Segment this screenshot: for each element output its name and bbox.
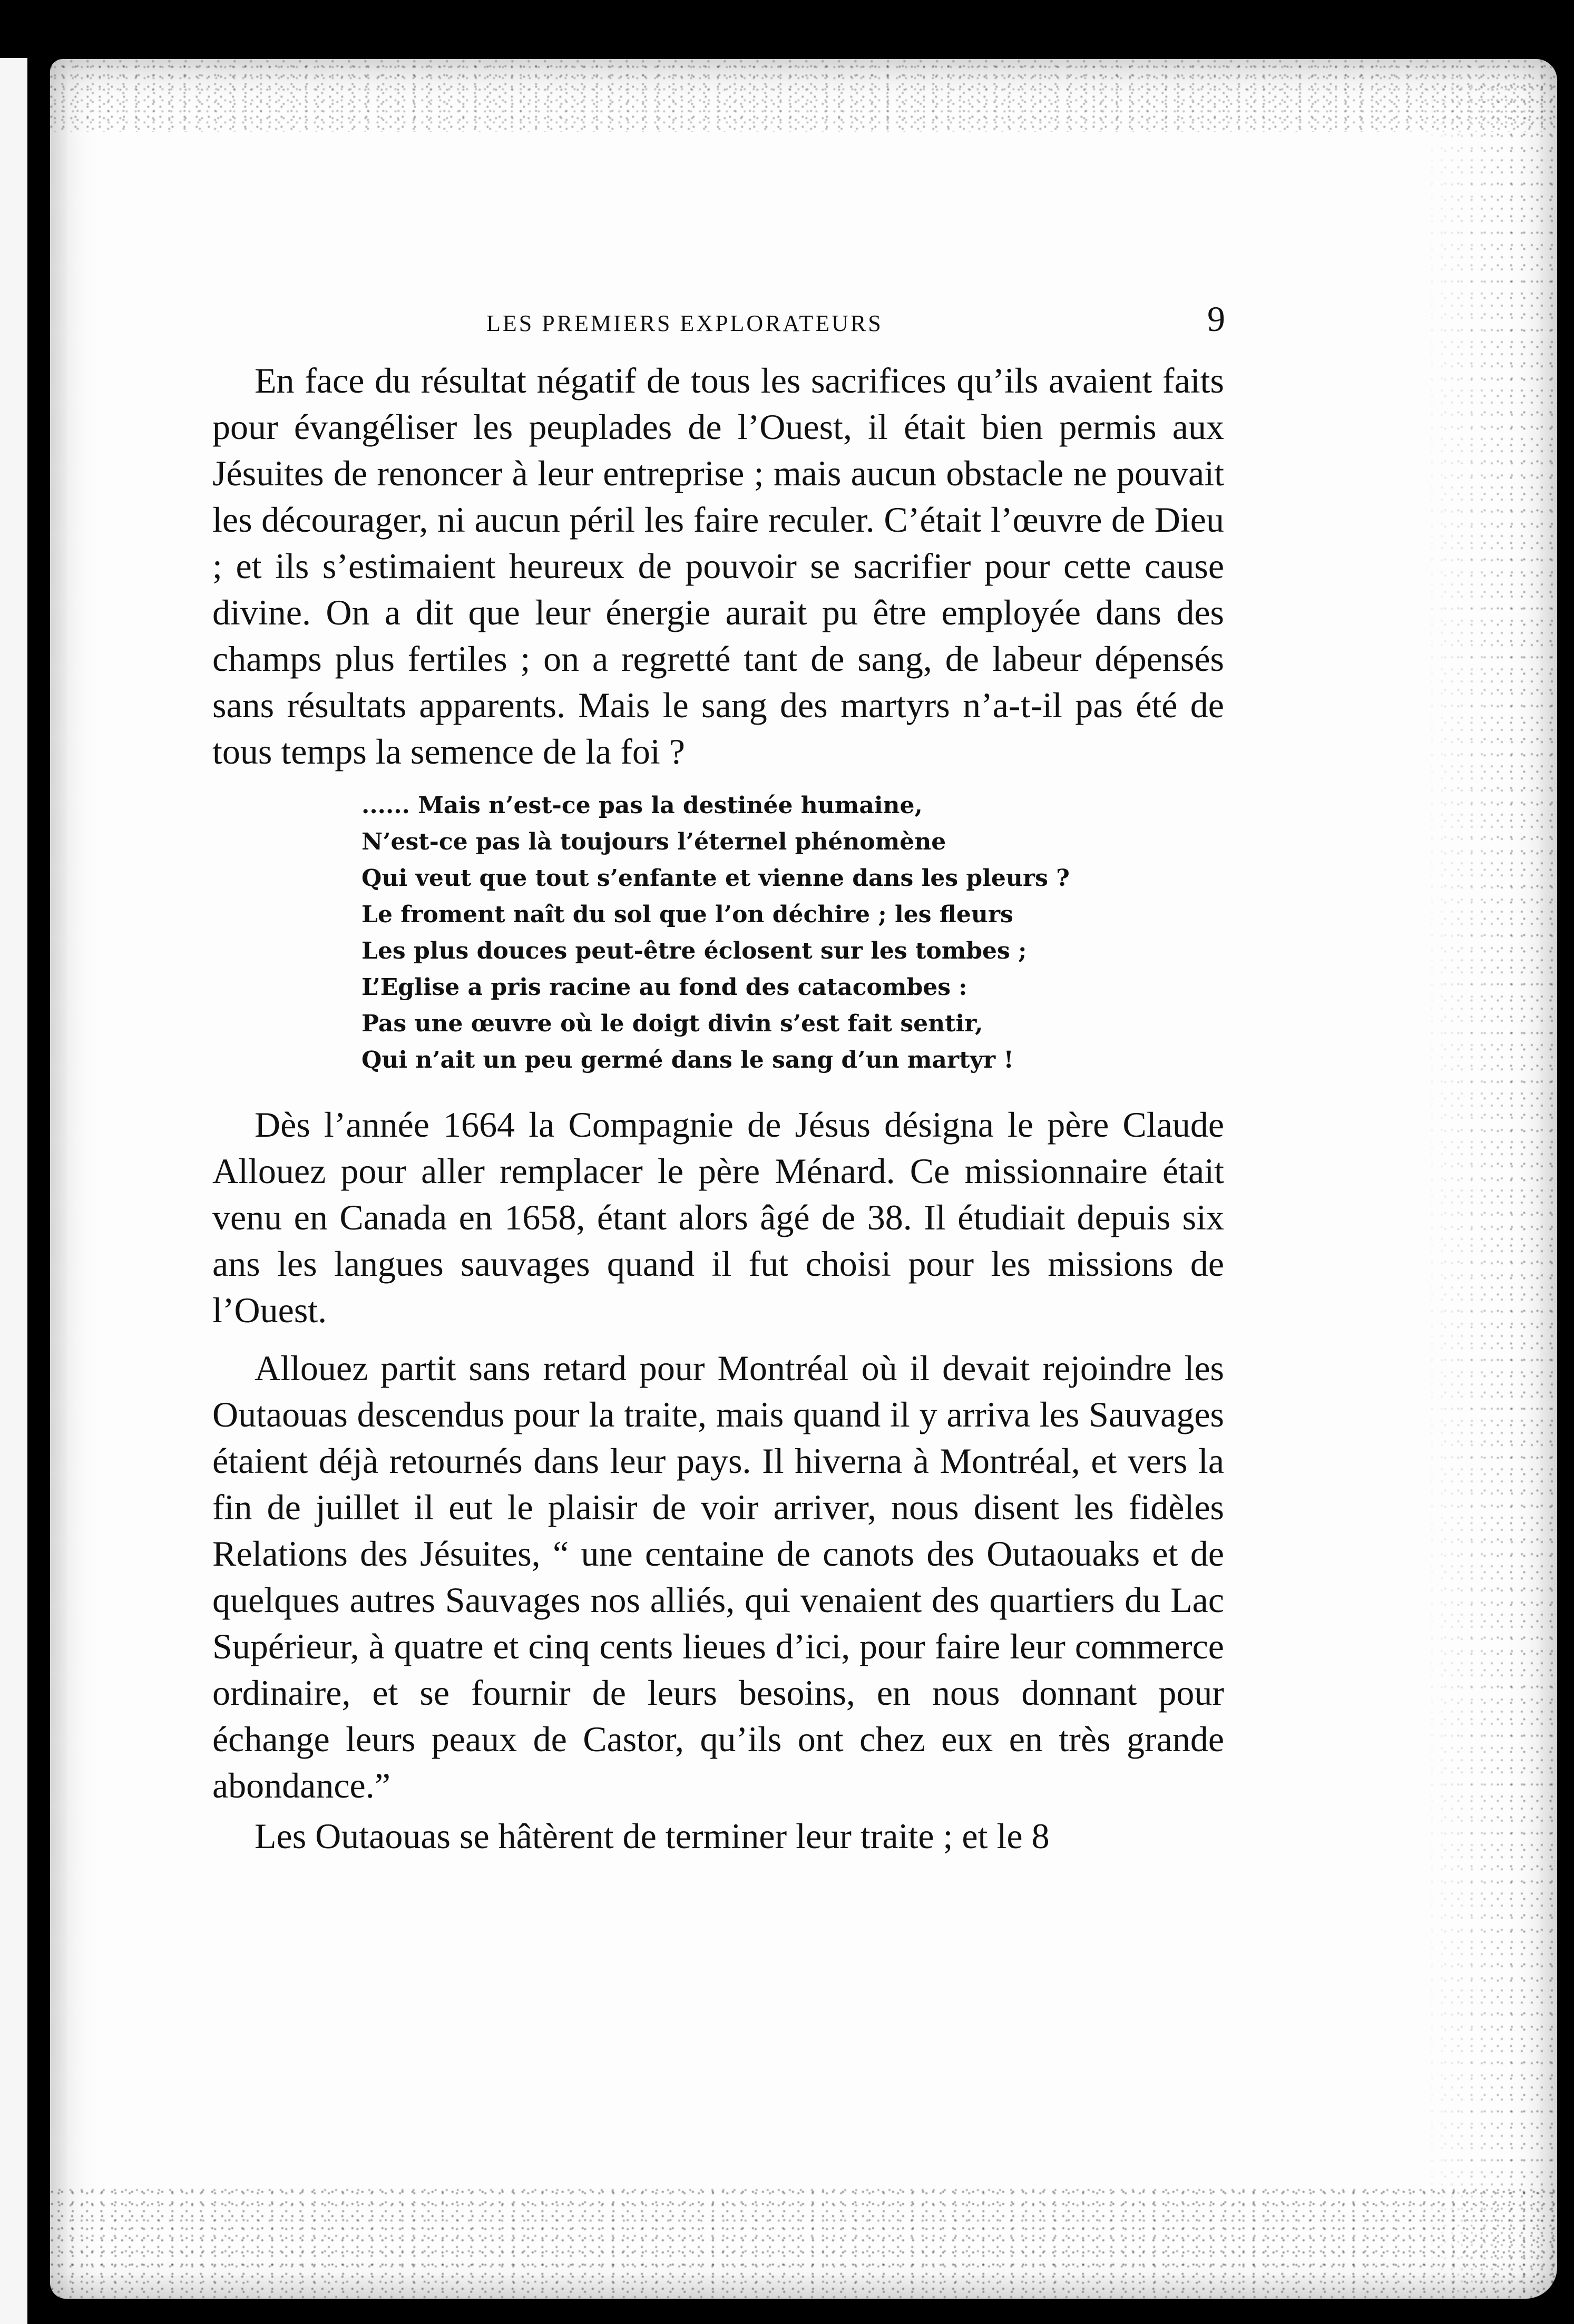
verse-line: Qui n’ait un peu germé dans le sang d’un martyr ! [361,1047,1014,1073]
verse-line: Le froment naît du sol que l’on déchire ; les fleurs [361,901,1013,928]
paragraph: Allouez partit sans retard pour Montréal où il devait rejoindre les Outaouas descendus pour la traite, mais quand il y arriva les Sauvages étaient déjà retournés dans leur pays. Il hiverna à Montréal, et vers la fin de juillet il eut le plaisir de voir arriver, nous disent les fidèles Relations des Jésuites, “ une centaine de canots des Outaouaks et de quelques autres Sauvages nos alliés, qui venaient des quartiers du Lac Supérieur, à quatre et cinq cents lieues d’ici, pour faire leur commerce ordinaire, et se fournir de leurs besoins, en nous donnant pour échange leurs peaux de Castor, qu’ils ont chez eux en très grande abondance.” [212,1348,1224,1805]
paragraph: Les Outaouas se hâtèrent de terminer leur traite ; et le 8 [255,1816,1050,1856]
verse-line: Les plus douces peut-être éclosent sur les tombes ; [361,938,1027,964]
running-head [212,295,1224,353]
page-text [212,295,1224,1859]
scan-noise-right [1423,79,1557,2292]
verse-line: Qui veut que tout s’enfante et vienne dans les pleurs ? [361,865,1070,892]
verse-line: N’est-ce pas là toujours l’éternel phénomène [361,828,946,855]
scan-noise-bottom [50,2187,1557,2303]
verse-line: ...... Mais n’est-ce pas la destinée humaine, [361,792,923,819]
verse-line: L’Eglise a pris racine au fond des catacombes : [361,974,967,1001]
paragraph: Dès l’année 1664 la Compagnie de Jésus désigna le père Claude Allouez pour aller remplacer le père Ménard. Ce missionnaire était venu en Canada en 1658, étant alors âgé de 38. Il étudiait depuis six ans les langues sauvages quand il fut choisi pour les missions de l’Ouest. [212,1105,1224,1330]
scan-noise-top [50,53,1557,132]
verse-quotation [361,787,1224,1078]
page-number: 9 [1207,299,1225,339]
running-title: LES PREMIERS EXPLORATEURS [486,310,883,336]
adjacent-page-edge [0,58,27,2324]
paragraph: En face du résultat négatif de tous les sacrifices qu’ils avaient faits pour évangéliser les peuplades de l’Ouest, il était bien permis aux Jésuites de renoncer à leur entreprise ; mais aucun obstacle ne pouvait les décourager, ni aucun péril les faire reculer. C’était l’œuvre de Dieu ; et ils s’estimaient heureux de pouvoir se sacrifier pour cette cause divine. On a dit que leur énergie aurait pu être employée dans des champs plus fertiles ; on a regretté tant de sang, de labeur dépensés sans résultats apparents. Mais le sang des martyrs n’a-t-il pas été de tous temps la semence de la foi ? [212,360,1224,772]
verse-line: Pas une œuvre où le doigt divin s’est fait sentir, [361,1010,983,1037]
